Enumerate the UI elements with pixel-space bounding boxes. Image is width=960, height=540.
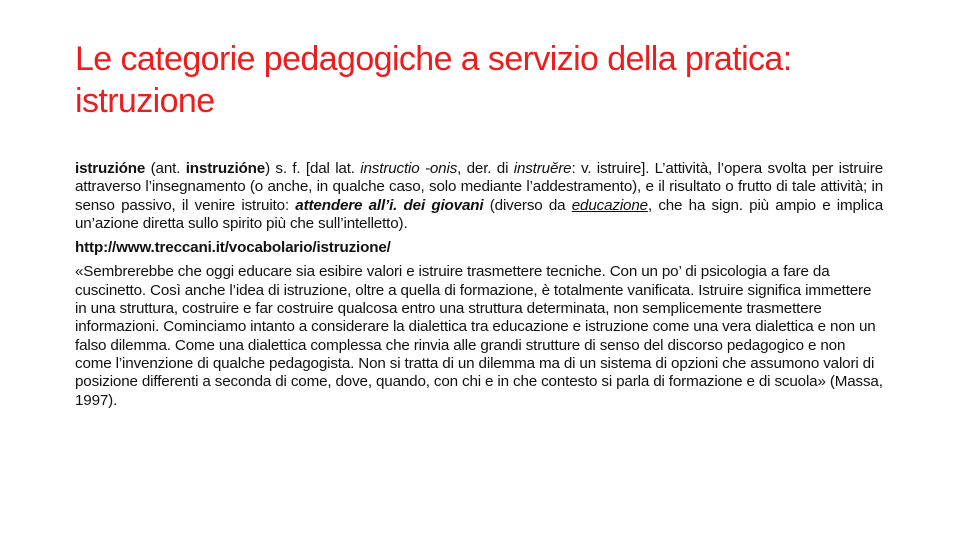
definition-text-5: (diverso da bbox=[483, 196, 572, 214]
slide-title: Le categorie pedagogiche a servizio della pratica: istruzione bbox=[75, 40, 792, 120]
definition-example: attendere all’i. dei giovani bbox=[295, 196, 484, 214]
source-paragraph bbox=[75, 239, 883, 257]
definition-text-6: , che ha sign. più ampio e implica un’azione diretta sullo spirito più che sull’intelletto). bbox=[75, 196, 883, 232]
definition-latin-2: instruĕre bbox=[513, 160, 572, 177]
source-link[interactable]: http://www.treccani.it/vocabolario/istruzione/ bbox=[75, 239, 391, 257]
definition-contrast: educazione bbox=[571, 196, 648, 214]
quote-paragraph: «Sembrerebbe che oggi educare sia esibire valori e istruire trasmettere tecniche. Con un po’ di psicologia a fare da cuscinetto. Così anche l’idea di istruzione, oltre a quella di formazione, è totalmente vanificata. Istruire significa immettere in una struttura, costruire e far costruire qualcosa entro una struttura determinata, non semplicemente trasmettere informazioni. Cominciamo intanto a considerare la dialettica tra educazione e istruzione come una vera dialettica e non un falso dilemma. Come una dialettica complessa che rinvia alle grandi strutture di senso del discorso pedagogico e non come l’invenzione di qualche pedagogista. Non si tratta di un dilemma ma di un sistema di opzioni che assumono valori di posizione differenti a seconda di come, dove, quando, con chi e in che contesto si parla di formazione e di scuola» (Massa, 1997). bbox=[75, 263, 883, 409]
definition-text-4: : v. istruire]. L’attività, l’opera svolta per istruire attraverso l’insegnamento (o anche, in qualche caso, solo mediante l’addestramento), e il risultato o frutto di tale attività; in senso passivo, il venire istruito: bbox=[75, 160, 883, 214]
definition-text-2: ) s. f. [dal lat. bbox=[265, 160, 361, 177]
definition-latin-1: instructio -onis bbox=[360, 160, 458, 177]
definition-headword: istruzióne bbox=[75, 160, 146, 177]
slide-body bbox=[75, 160, 883, 416]
definition-text-1: (ant. bbox=[145, 160, 186, 177]
definition-text-3: , der. di bbox=[457, 160, 514, 177]
definition-paragraph bbox=[75, 160, 883, 233]
definition-variant: instruzióne bbox=[185, 160, 266, 177]
